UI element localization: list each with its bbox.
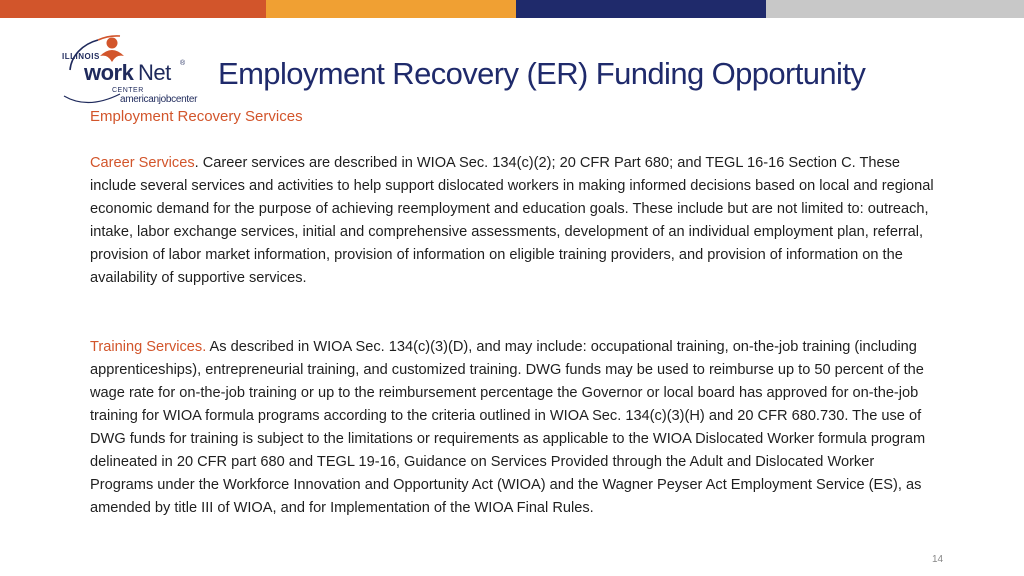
career-services-heading-period: . [194, 155, 199, 171]
career-services-heading: Career Services [90, 155, 195, 171]
training-services-heading: Training Services. [90, 339, 207, 355]
logo-state-text: ILLINOIS [62, 52, 100, 61]
logo-work-text: work [84, 60, 134, 85]
color-bar-segment-gray [766, 0, 1024, 18]
illinois-worknet-logo [58, 30, 218, 105]
page-number: 14 [932, 554, 944, 565]
logo-registered-mark: ® [180, 60, 186, 67]
color-bar-segment-orange [266, 0, 516, 18]
career-services-text: Career services are described in WIOA Sec. 134(c)(2); 20 CFR Part 680; and TEGL 16-16 Section C. These include several services and activities to help support dislocated workers in making informed decisions based on local and regional economic demand for the purpose of achieving reemployment and education goals. These include but are not limited to: outreach, intake, labor exchange services, initial and comprehensive assessments, development of an individual employment plan, referral, provision of labor market information, provision of information on eligible training providers, and provision of information on the availability of supportive services. [90, 155, 934, 286]
career-services-paragraph [90, 152, 935, 290]
section-subtitle: Employment Recovery Services [90, 108, 303, 125]
logo-net-text: Net [138, 60, 171, 85]
top-color-bar [0, 0, 1024, 18]
training-services-paragraph [90, 336, 935, 520]
logo-americanjobcenter-text: americanjobcenter [120, 94, 198, 105]
color-bar-segment-orange-red [0, 0, 266, 18]
page-title: Employment Recovery (ER) Funding Opportunity [218, 56, 866, 91]
logo-center-text: CENTER [112, 87, 144, 94]
training-services-text: As described in WIOA Sec. 134(c)(3)(D), and may include: occupational training, on-the-job training (including apprenticeships), entrepreneurial training, and customized training. DWG funds may be used to reimburse up to 50 percent of the wage rate for on-the-job training or up to the reimbursement percentage the Governor or local board has approved for on-the-job training for WIOA formula programs according to the criteria outlined in WIOA Sec. 134(c)(3)(H) and 20 CFR 680.730. The use of DWG funds for training is subject to the limitations or requirements as applicable to the WIOA Dislocated Worker formula program delineated in 20 CFR part 680 and TEGL 19-16, Guidance on Services Provided through the Adult and Dislocated Worker Programs under the Workforce Innovation and Opportunity Act (WIOA) and the Wagner Peyser Act Employment Service (ES), as amended by title III of WIOA, and for Implementation of the WIOA Final Rules. [90, 339, 926, 516]
color-bar-segment-navy [516, 0, 766, 18]
